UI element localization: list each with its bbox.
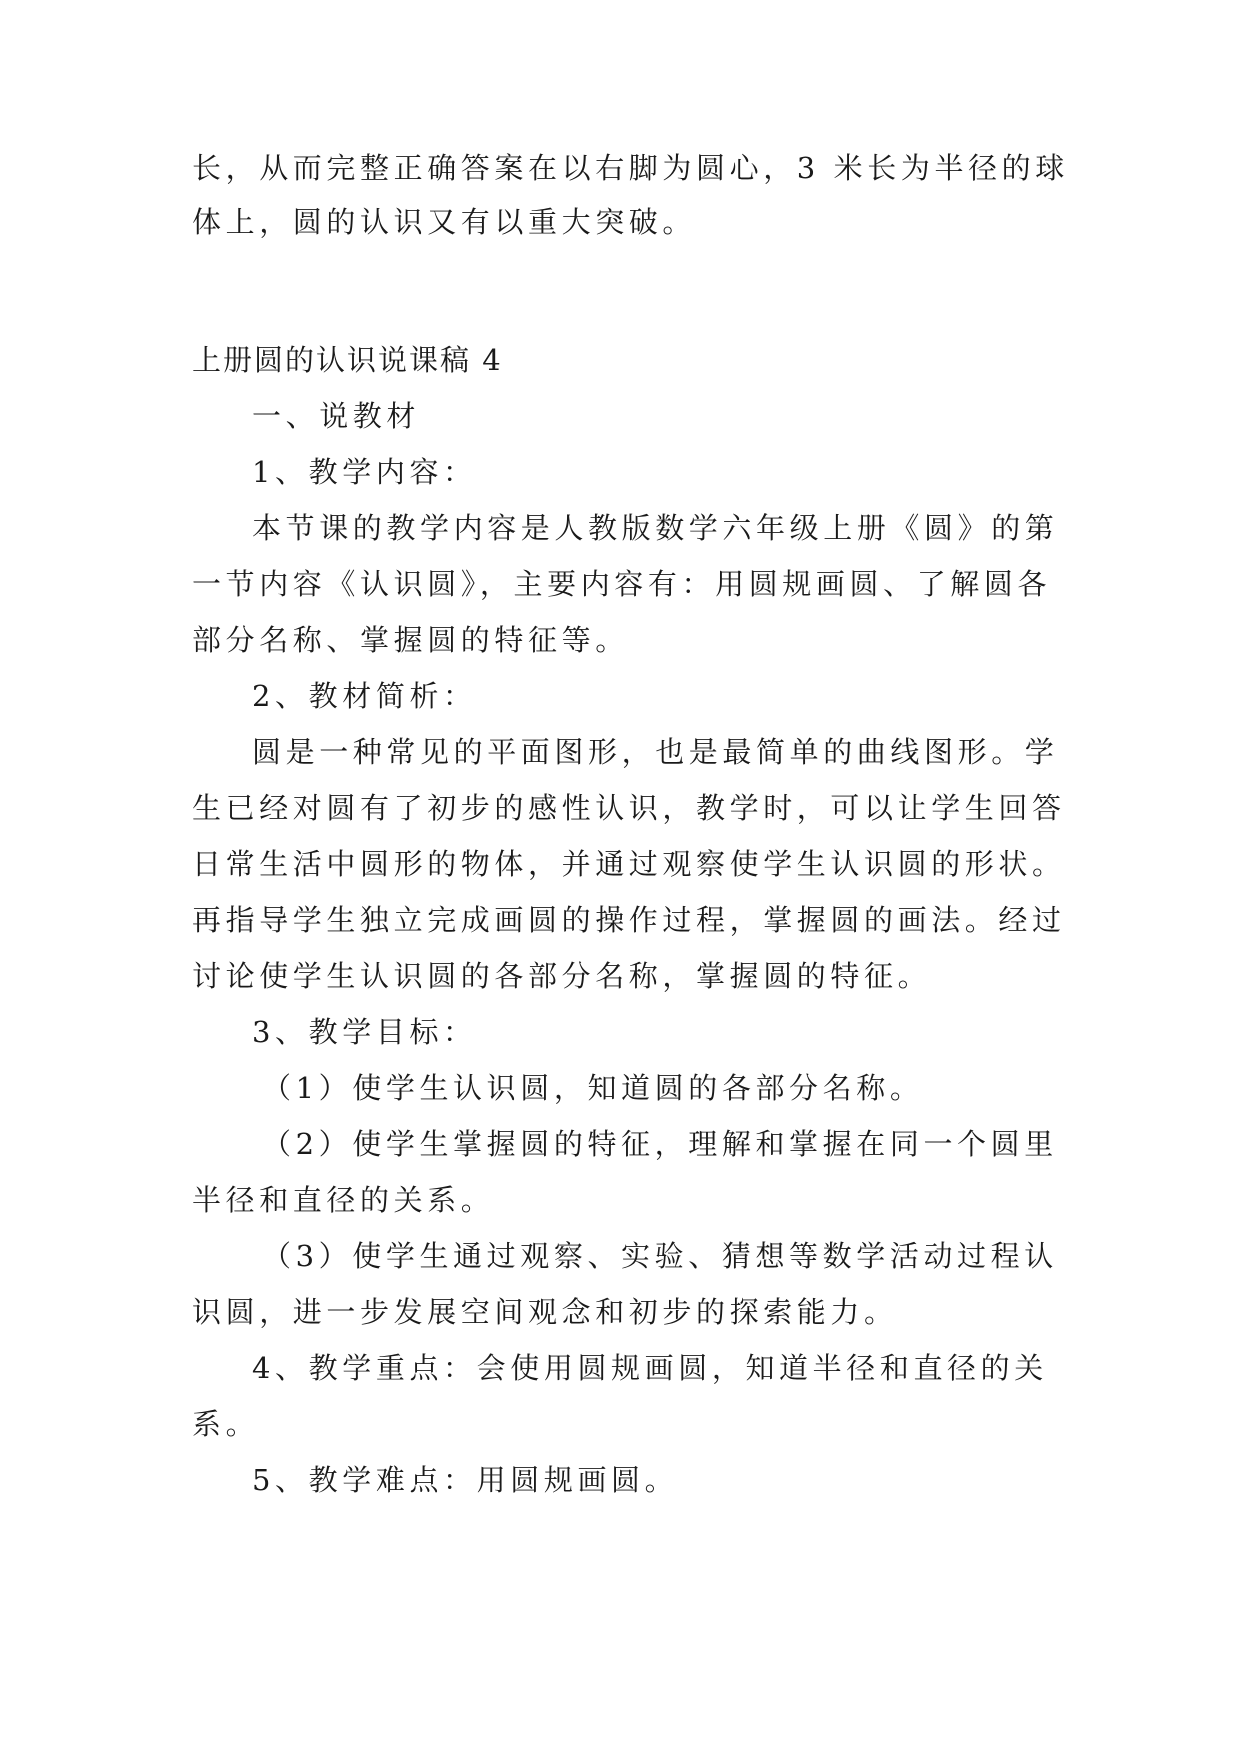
text-line: 体上，圆的认识又有以重大突破。 [192, 205, 697, 239]
text-line: 讨论使学生认识圆的各部分名称，掌握圆的特征。 [192, 959, 932, 993]
section-title: 上册圆的认识说课稿 4 [192, 343, 503, 377]
heading-1: 一、说教材 [252, 399, 421, 433]
text-line: 一节内容《认识圆》，主要内容有：用圆规画圆、了解圆各 [192, 567, 1052, 601]
list-item: （3）使学生通过观察、实验、猜想等数学活动过程认 [262, 1239, 1058, 1273]
text-line: 圆是一种常见的平面图形，也是最简单的曲线图形。学 [252, 735, 1059, 769]
text-line: 半径和直径的关系。 [192, 1183, 495, 1217]
subheading: 4、教学重点：会使用圆规画圆，知道半径和直径的关 [252, 1351, 1048, 1385]
list-item: （1）使学生认识圆，知道圆的各部分名称。 [262, 1071, 924, 1105]
list-item: （2）使学生掌握圆的特征，理解和掌握在同一个圆里 [262, 1127, 1058, 1161]
text-line: 本节课的教学内容是人教版数学六年级上册《圆》的第 [252, 511, 1059, 545]
text-line: 生已经对圆有了初步的感性认识，教学时，可以让学生回答 [192, 791, 1066, 825]
text-line: 再指导学生独立完成画圆的操作过程，掌握圆的画法。经过 [192, 903, 1066, 937]
text-line: 系。 [192, 1407, 260, 1441]
subheading: 1、教学内容： [252, 455, 477, 489]
text-line: 识圆，进一步发展空间观念和初步的探索能力。 [192, 1295, 898, 1329]
subheading: 2、教材简析： [252, 679, 477, 713]
text-line: 长，从而完整正确答案在以右脚为圆心，3 米长为半径的球 [192, 151, 1069, 185]
subheading: 3、教学目标： [252, 1015, 477, 1049]
text-line: 部分名称、掌握圆的特征等。 [192, 623, 629, 657]
text-line: 日常生活中圆形的物体，并通过观察使学生认识圆的形状。 [192, 847, 1066, 881]
subheading: 5、教学难点：用圆规画圆。 [252, 1463, 679, 1497]
